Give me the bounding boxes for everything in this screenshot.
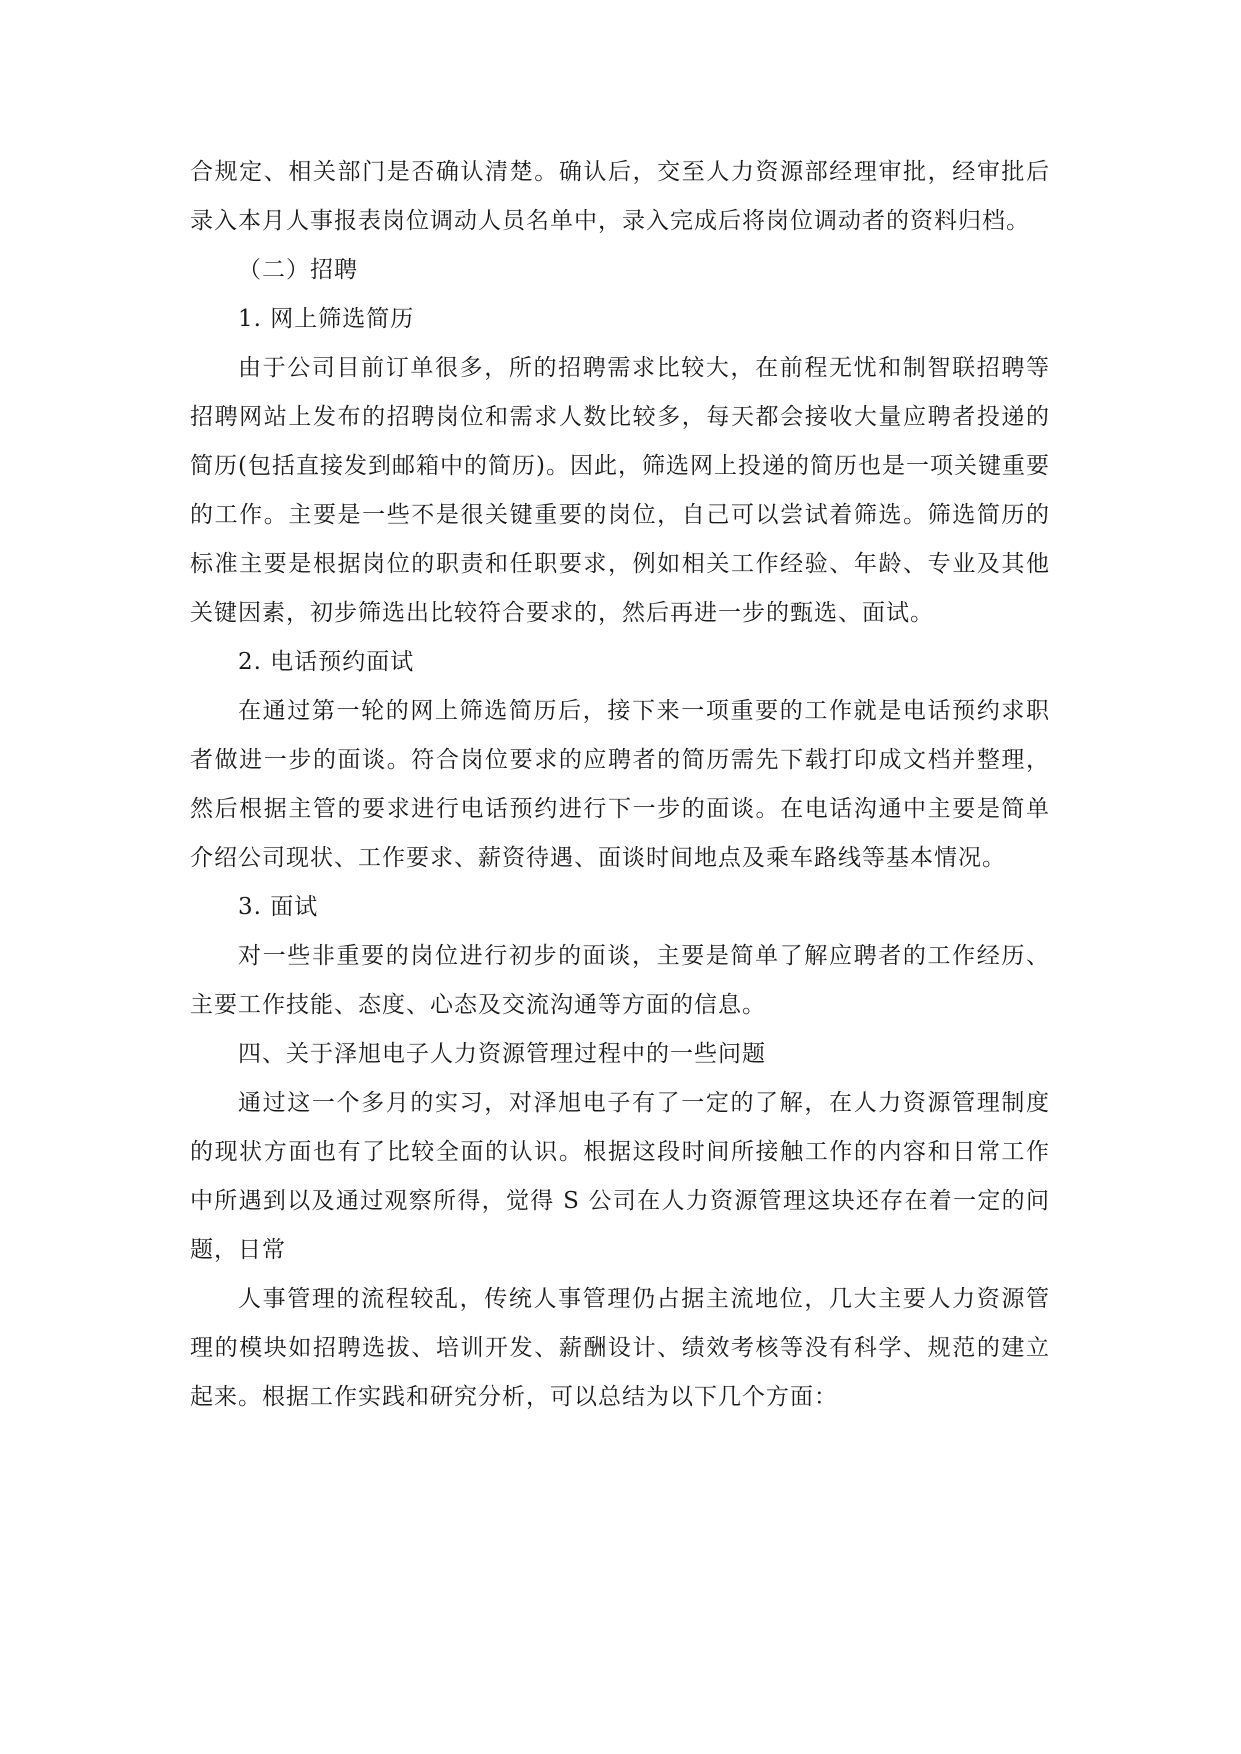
paragraph-phone-interview: 在通过第一轮的网上筛选简历后，接下来一项重要的工作就是电话预约求职者做进一步的面谈。符合岗位要求的应聘者的简历需先下载打印成文档并整理，然后根据主管的要求进行电话预约进行下一步的面谈。在电话沟通中主要是简单介绍公司现状、工作要求、薪资待遇、面谈时间地点及乘车路线等基本情况。 (190, 698, 1050, 871)
subheading-online-resume-screening: 1. 网上筛选简历 (238, 306, 415, 332)
paragraph-personnel-management: 人事管理的流程较乱，传统人事管理仍占据主流地位，几大主要人力资源管理的模块如招聘选拔、培训开发、薪酬设计、绩效考核等没有科学、规范的建立起来。根据工作实践和研究分析，可以总结为以下几个方面： (190, 1286, 1050, 1410)
document-body (190, 148, 1050, 1422)
paragraph-internship-observations: 通过这一个多月的实习，对泽旭电子有了一定的了解，在人力资源管理制度的现状方面也有了比较全面的认识。根据这段时间所接触工作的内容和日常工作中所遇到以及通过观察所得，觉得 S 公司在人力资源管理这块还存在着一定的问题，日常 (190, 1090, 1050, 1263)
paragraph-resume-screening: 由于公司目前订单很多，所的招聘需求比较大，在前程无忧和制智联招聘等招聘网站上发布的招聘岗位和需求人数比较多，每天都会接收大量应聘者投递的简历(包括直接发到邮箱中的简历)。因此，筛选网上投递的简历也是一项关键重要的工作。主要是一些不是很关键重要的岗位，自己可以尝试着筛选。筛选简历的标准主要是根据岗位的职责和任职要求，例如相关工作经验、年龄、专业及其他关键因素，初步筛选出比较符合要求的，然后再进一步的甄选、面试。 (190, 355, 1050, 626)
section-heading-problems: 四、关于泽旭电子人力资源管理过程中的一些问题 (238, 1041, 766, 1067)
subheading-interview: 3. 面试 (238, 894, 319, 920)
subheading-phone-interview: 2. 电话预约面试 (238, 649, 415, 675)
section-heading-recruitment: （二）招聘 (238, 257, 358, 283)
paragraph-continuation: 合规定、相关部门是否确认清楚。确认后，交至人力资源部经理审批，经审批后录入本月人事报表岗位调动人员名单中，录入完成后将岗位调动者的资料归档。 (190, 159, 1050, 234)
paragraph-interview: 对一些非重要的岗位进行初步的面谈，主要是简单了解应聘者的工作经历、主要工作技能、态度、心态及交流沟通等方面的信息。 (190, 943, 1050, 1018)
